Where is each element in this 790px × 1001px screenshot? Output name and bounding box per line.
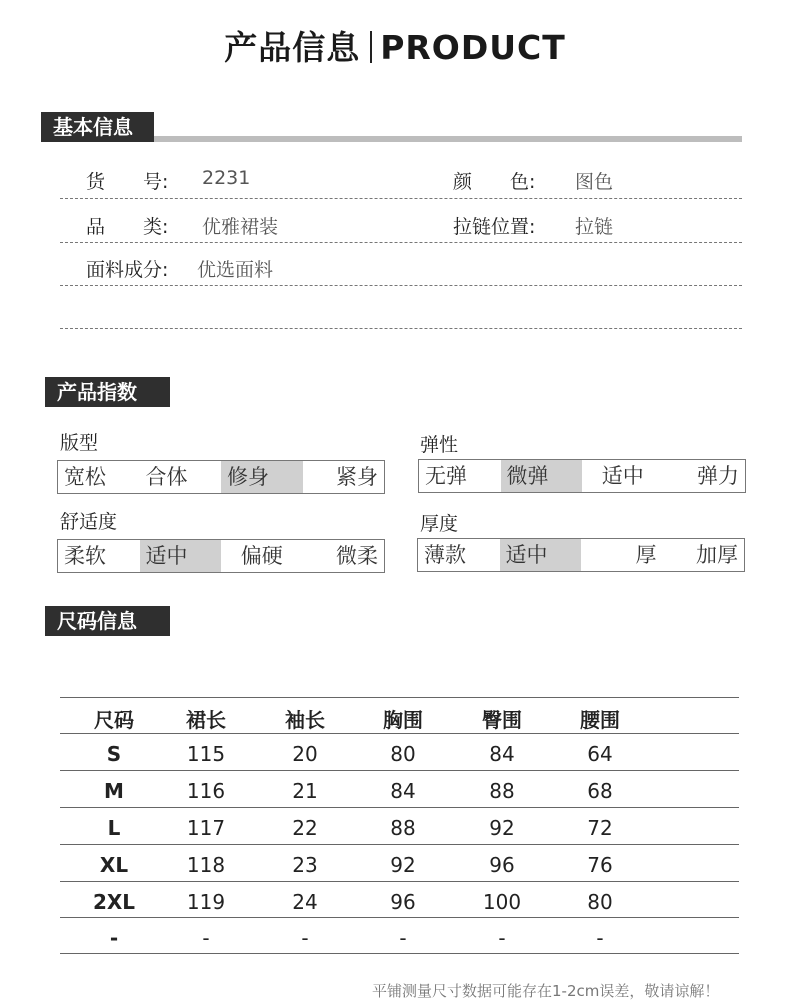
index-option: 适中 bbox=[601, 464, 644, 488]
column-header: 尺码 bbox=[94, 708, 134, 732]
table-cell: 80 bbox=[587, 889, 613, 914]
index-option: 合体 bbox=[145, 465, 188, 489]
table-rule bbox=[60, 733, 739, 734]
column-header: 胸围 bbox=[383, 708, 423, 732]
table-cell: 23 bbox=[292, 852, 318, 877]
table-cell: 100 bbox=[482, 889, 522, 914]
size-cell: L bbox=[107, 815, 121, 840]
table-row bbox=[60, 809, 739, 846]
basic-value: 图色 bbox=[575, 171, 614, 193]
index-scale-fit bbox=[57, 460, 385, 494]
dashed-divider bbox=[60, 198, 742, 199]
table-cell: - bbox=[301, 925, 309, 950]
basic-section-title: 基本信息 bbox=[41, 112, 154, 142]
table-cell: - bbox=[498, 925, 506, 950]
basic-section-header bbox=[41, 112, 154, 142]
table-cell: 84 bbox=[390, 778, 416, 803]
table-rule bbox=[60, 881, 739, 882]
table-header-row bbox=[60, 700, 739, 737]
size-cell: 2XL bbox=[92, 889, 136, 914]
size-section-title: 尺码信息 bbox=[45, 606, 170, 636]
size-table bbox=[60, 697, 739, 957]
table-cell: 64 bbox=[587, 741, 613, 766]
dashed-divider bbox=[60, 285, 742, 286]
table-row bbox=[60, 772, 739, 809]
table-cell: 117 bbox=[186, 815, 226, 840]
table-cell: 80 bbox=[390, 741, 416, 766]
table-cell: 21 bbox=[292, 778, 318, 803]
dashed-divider bbox=[60, 328, 742, 329]
table-rule bbox=[60, 770, 739, 771]
basic-section-rule bbox=[154, 136, 742, 142]
table-row bbox=[60, 735, 739, 772]
footer-note: 平铺测量尺寸数据可能存在1-2cm误差，敬请谅解！ bbox=[372, 982, 720, 1000]
index-option: 偏硬 bbox=[240, 544, 283, 568]
index-scale-thickness bbox=[417, 538, 745, 572]
index-scale-comfort bbox=[57, 539, 385, 573]
title-divider bbox=[370, 31, 372, 63]
index-option: 宽松 bbox=[64, 465, 106, 489]
index-option: 薄款 bbox=[424, 543, 466, 567]
index-option: 弹力 bbox=[697, 464, 739, 488]
index-section-header bbox=[45, 377, 170, 407]
basic-label: 拉链位置: bbox=[453, 216, 536, 238]
basic-value: 优选面料 bbox=[197, 259, 274, 281]
column-header: 腰围 bbox=[580, 708, 620, 732]
table-cell: 96 bbox=[489, 852, 515, 877]
table-cell: 20 bbox=[292, 741, 318, 766]
table-cell: 118 bbox=[186, 852, 226, 877]
table-cell: 68 bbox=[587, 778, 613, 803]
table-cell: - bbox=[202, 925, 210, 950]
index-option-selected: 适中 bbox=[500, 539, 582, 571]
table-cell: 88 bbox=[489, 778, 515, 803]
table-rule bbox=[60, 917, 739, 918]
index-option: 紧身 bbox=[336, 465, 378, 489]
table-rule bbox=[60, 844, 739, 845]
table-cell: 84 bbox=[489, 741, 515, 766]
basic-label: 面料成分: bbox=[86, 259, 169, 281]
table-cell: 22 bbox=[292, 815, 318, 840]
size-cell: - bbox=[109, 925, 119, 950]
size-cell: M bbox=[104, 778, 124, 803]
table-cell: 92 bbox=[489, 815, 515, 840]
table-row bbox=[60, 883, 739, 920]
basic-label: 品 类: bbox=[86, 216, 169, 238]
title-en: PRODUCT bbox=[380, 28, 566, 67]
column-header: 臀围 bbox=[482, 708, 522, 732]
table-row bbox=[60, 846, 739, 883]
table-cell: 119 bbox=[186, 889, 226, 914]
table-cell: 115 bbox=[186, 741, 226, 766]
column-header: 裙长 bbox=[186, 708, 226, 732]
table-rule bbox=[60, 953, 739, 954]
index-option: 微柔 bbox=[336, 544, 378, 568]
basic-value: 2231 bbox=[202, 167, 251, 189]
index-group-label: 弹性 bbox=[420, 434, 459, 456]
basic-label: 货 号: bbox=[86, 171, 169, 193]
table-cell: 88 bbox=[390, 815, 416, 840]
column-header: 袖长 bbox=[285, 708, 325, 732]
basic-label: 颜 色: bbox=[453, 171, 536, 193]
index-option-selected: 微弹 bbox=[501, 460, 583, 492]
index-option: 柔软 bbox=[64, 544, 106, 568]
table-cell: - bbox=[596, 925, 604, 950]
index-option: 厚 bbox=[635, 543, 657, 567]
page-title bbox=[0, 22, 790, 69]
table-cell: 92 bbox=[390, 852, 416, 877]
dashed-divider bbox=[60, 242, 742, 243]
table-cell: - bbox=[399, 925, 407, 950]
title-cn: 产品信息 bbox=[224, 28, 361, 67]
basic-value: 优雅裙装 bbox=[202, 216, 279, 238]
table-rule bbox=[60, 807, 739, 808]
index-group-label: 版型 bbox=[60, 432, 99, 454]
index-option-selected: 修身 bbox=[221, 461, 303, 493]
index-group-label: 舒适度 bbox=[60, 511, 118, 533]
size-section-header bbox=[45, 606, 170, 636]
table-rule bbox=[60, 697, 739, 698]
table-cell: 116 bbox=[186, 778, 226, 803]
index-option-selected: 适中 bbox=[140, 540, 222, 572]
size-cell: S bbox=[106, 741, 122, 766]
index-scale-elasticity bbox=[418, 459, 746, 493]
table-cell: 72 bbox=[587, 815, 613, 840]
basic-value: 拉链 bbox=[575, 216, 614, 238]
index-option: 无弹 bbox=[425, 464, 467, 488]
index-option: 加厚 bbox=[696, 543, 738, 567]
table-cell: 24 bbox=[292, 889, 318, 914]
size-cell: XL bbox=[99, 852, 129, 877]
table-row bbox=[60, 919, 739, 956]
index-section-title: 产品指数 bbox=[45, 377, 170, 407]
table-cell: 76 bbox=[587, 852, 613, 877]
index-group-label: 厚度 bbox=[420, 513, 459, 535]
table-cell: 96 bbox=[390, 889, 416, 914]
